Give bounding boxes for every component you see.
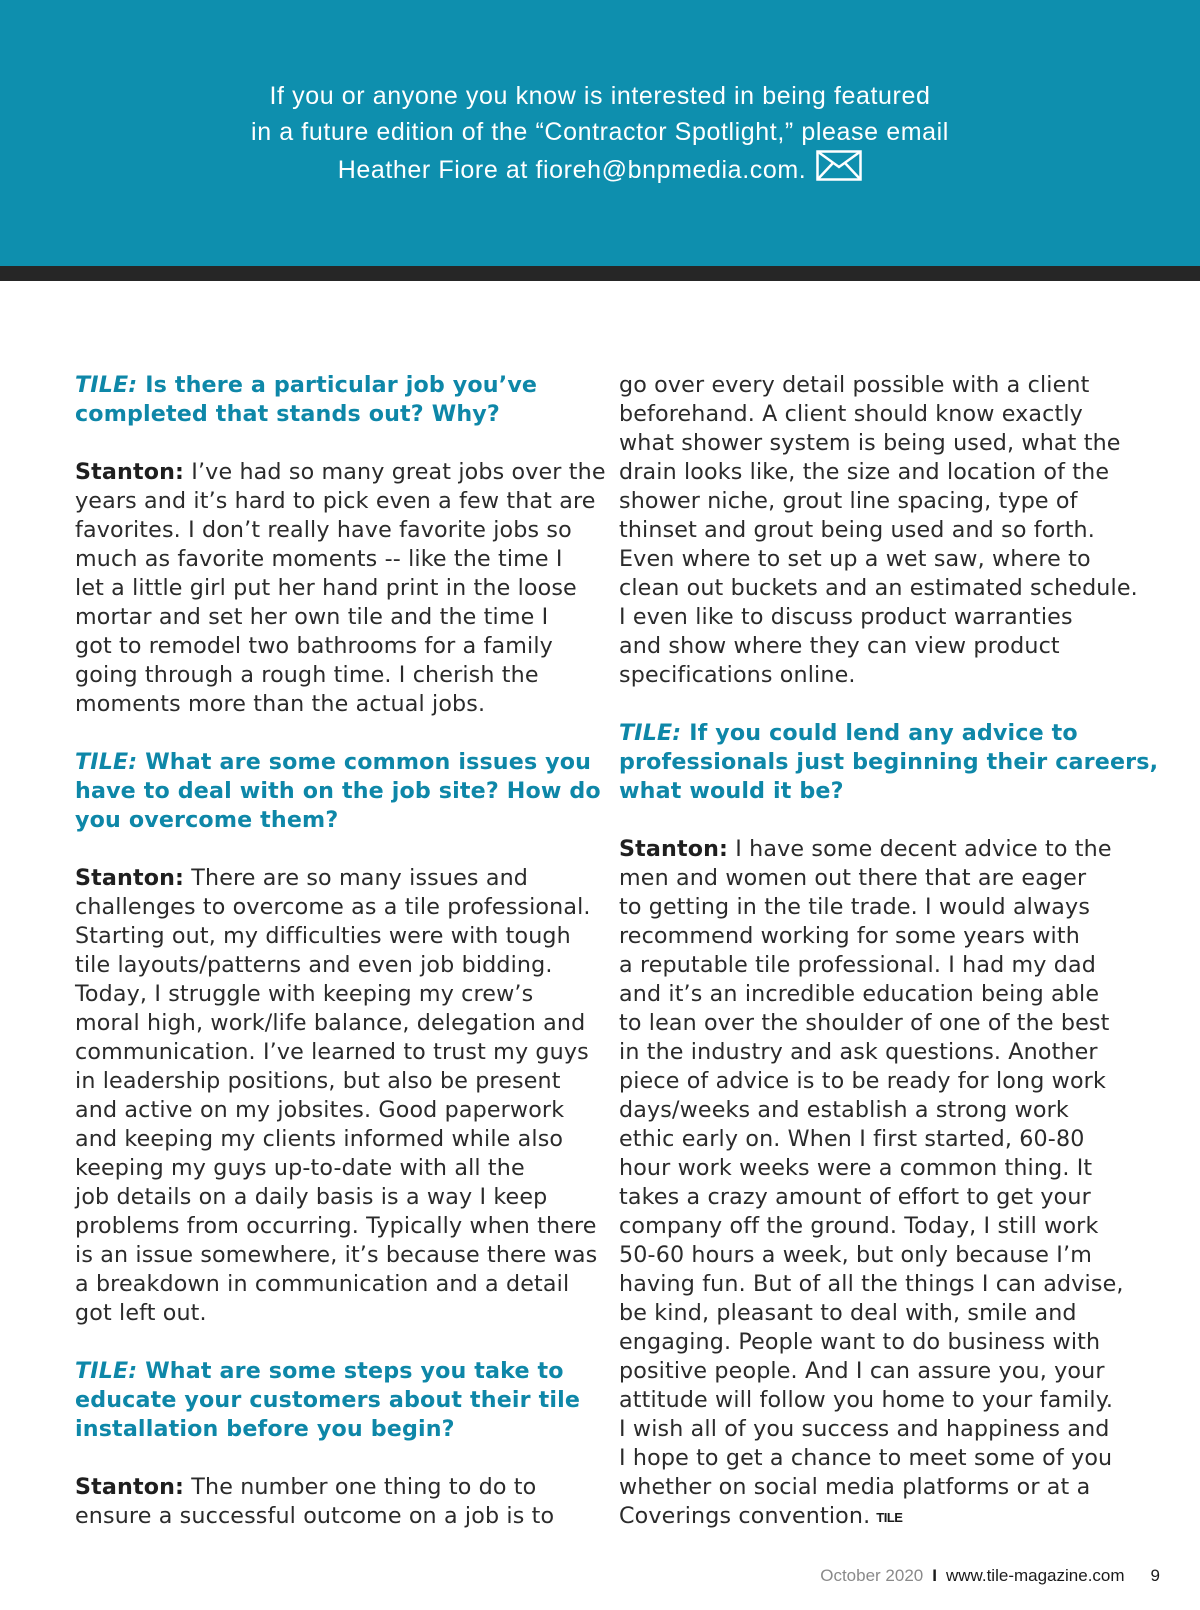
question-heading: TILE: What are some steps you take to educate your customers about their tile installation before you begin?: [75, 1358, 581, 1442]
speaker-label: Stanton:: [75, 459, 185, 485]
magazine-label: TILE:: [75, 749, 138, 775]
banner-line: If you or anyone you know is interested in being featured: [269, 82, 931, 110]
divider-bar: [0, 266, 1200, 281]
magazine-label: TILE:: [619, 720, 682, 746]
banner-line: [0, 150, 1200, 188]
answer-paragraph: go over every detail possible with a client beforehand. A client should know exactly what shower system is being used, what the drain looks like, the size and location of the shower niche, grout line spacing, type of thinset and grout being used and so forth. Even where to set up a wet saw, where to clean out buckets and an estimated schedule. I even like to discuss product warranties and show where they can view product specifications online.: [619, 372, 1138, 688]
question-heading: TILE: What are some common issues you have to deal with on the job site? How do you overcome them?: [75, 749, 601, 833]
magazine-label: TILE:: [75, 1358, 138, 1384]
envelope-icon: [816, 150, 862, 181]
question-heading: TILE: Is there a particular job you’ve completed that stands out? Why?: [75, 372, 538, 427]
issue-date: October 2020: [820, 1566, 924, 1585]
speaker-label: Stanton:: [75, 865, 185, 891]
page-footer: [820, 1566, 1160, 1586]
contact-banner: [0, 0, 1200, 266]
magazine-label: TILE:: [75, 372, 138, 398]
question-heading: TILE: If you could lend any advice to professionals just beginning their careers, what would it be?: [619, 720, 1159, 804]
banner-text: [0, 78, 1200, 188]
answer-paragraph: Stanton: I’ve had so many great jobs over the years and it’s hard to pick even a few that are favorites. I don’t really have favorite jobs so much as favorite moments -- like the time I let a little girl put her hand print in the loose mortar and set her own tile and the time I got to remodel two bathrooms for a family going through a rough time. I cherish the moments more than the actual jobs.: [75, 459, 606, 717]
speaker-label: Stanton:: [75, 1474, 185, 1500]
end-of-article-mark: TILE: [876, 1510, 903, 1525]
answer-paragraph: Stanton: The number one thing to do to ensure a successful outcome on a job is to: [75, 1474, 555, 1529]
answer-paragraph: Stanton: There are so many issues and challenges to overcome as a tile professional. Starting out, my difficulties were with tough tile layouts/patterns and even job bidding. Today, I struggle with keeping my crew’s moral high, work/life balance, delegation and communication. I’ve learned to trust my guys in leadership positions, but also be present and active on my jobsites. Good paperwork and keeping my clients informed while also keeping my guys up-to-date with all the job details on a daily basis is a way I keep problems from occurring. Typically when there is an issue somewhere, it’s because there was a breakdown in communication and a detail got left out.: [75, 865, 598, 1326]
banner-email-text: Heather Fiore at fioreh@bnpmedia.com.: [337, 156, 807, 184]
article-column-right: [619, 371, 1159, 1561]
footer-separator: I: [932, 1566, 937, 1585]
speaker-label: Stanton:: [619, 836, 729, 862]
page-number: 9: [1150, 1566, 1160, 1585]
website-url: www.tile-magazine.com: [945, 1566, 1125, 1585]
answer-paragraph: Stanton: I have some decent advice to the men and women out there that are eager to getting in the tile trade. I would always recommend working for some years with a reputable tile professional. I had my dad and it’s an incredible education being able to lean over the shoulder of one of the best in the industry and ask questions. Another piece of advice is to be ready for long work days/weeks and establish a strong work ethic early on. When I first started, 60-80 hour work weeks were a common thing. It takes a crazy amount of effort to get your company off the ground. Today, I still work 50-60 hours a week, but only because I’m having fun. But of all the things I can advise, be kind, pleasant to deal with, smile and engaging. People want to do business with positive people. And I can assure you, your attitude will follow you home to your family. I wish all of you success and happiness and I hope to get a chance to meet some of you whether on social media platforms or at a Coverings convention. TILE: [619, 836, 1124, 1529]
article-column-left: [75, 371, 606, 1560]
banner-line: in a future edition of the “Contractor Spotlight,” please email: [251, 118, 949, 146]
